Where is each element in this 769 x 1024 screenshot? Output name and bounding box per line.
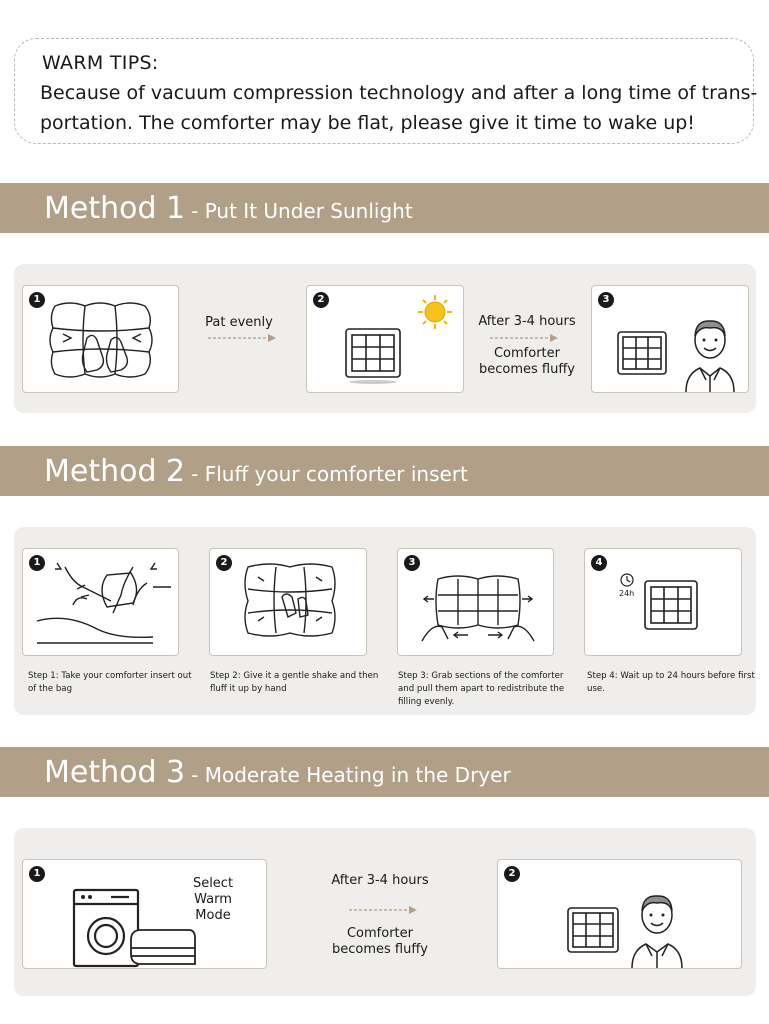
method-2-step-2-card [209, 548, 367, 656]
method-3-banner [0, 747, 769, 797]
step-number: 2 [313, 292, 329, 308]
folded-blanket-icon [127, 926, 197, 968]
step-text-line: use. [587, 684, 605, 694]
warm-tips-line-2: portation. The comforter may be flat, please give it time to wake up! [40, 112, 695, 134]
method-2-subtitle: - Fluff your comforter insert [191, 462, 468, 486]
method-1-heading [44, 191, 413, 226]
step-text-line: Step 1: Take your comforter insert out [28, 671, 192, 681]
arrow-icon [208, 333, 276, 343]
step-text-line: and pull them apart to redistribute the [398, 684, 565, 694]
step-text-line: fluff it up by hand [210, 684, 287, 694]
clock-label: 24h [619, 589, 635, 598]
sun-icon [417, 294, 453, 330]
select-label: Select [192, 876, 234, 891]
method-1-title: Method 1 [44, 191, 186, 226]
method-1-step-1-card [22, 285, 179, 393]
method-3-step-2-card [497, 859, 742, 969]
step-number: 1 [29, 555, 45, 571]
method-2-banner [0, 446, 769, 496]
pulling-comforter-icon [418, 569, 538, 649]
fluffing-comforter-icon [240, 559, 340, 645]
method-2-title: Method 2 [44, 454, 186, 489]
method-3-step-1-card [22, 859, 267, 969]
method-2-step-2-text [210, 670, 385, 696]
step-text-line: filling evenly. [398, 697, 455, 707]
step-number: 3 [404, 555, 420, 571]
unpacking-hands-icon [37, 559, 171, 649]
comforter-icon [616, 330, 668, 378]
method-2-step-4-text [587, 670, 757, 696]
person-icon [678, 312, 742, 392]
comforter-icon [566, 906, 620, 956]
comforter-icon [343, 326, 403, 384]
step-text-line: of the bag [28, 684, 73, 694]
clock-icon [620, 573, 634, 587]
method-2-step-3-text [398, 670, 573, 709]
warm-tips-title: WARM TIPS: [42, 52, 159, 74]
becomes-fluffy-label: becomes fluffy [479, 362, 575, 377]
step-number: 1 [29, 866, 45, 882]
step-text-line: Step 2: Give it a gentle shake and then [210, 671, 379, 681]
method-3-subtitle: - Moderate Heating in the Dryer [191, 763, 511, 787]
warm-tips-line-1: Because of vacuum compression technology and after a long time of trans- [40, 82, 758, 104]
pat-evenly-label: Pat evenly [205, 315, 273, 330]
method-2-step-3-card [397, 548, 554, 656]
step-number: 1 [29, 292, 45, 308]
step-number: 4 [591, 555, 607, 571]
warm-label: Warm [194, 892, 232, 907]
step-text-line: Step 4: Wait up to 24 hours before first [587, 671, 755, 681]
person-icon [624, 886, 690, 968]
method-3-heading [44, 755, 511, 790]
step-number: 3 [598, 292, 614, 308]
comforter-hands-icon [45, 294, 165, 386]
method-2-step-1-text [28, 670, 198, 696]
arrow-icon [490, 333, 558, 343]
method-1-subtitle: - Put It Under Sunlight [191, 199, 413, 223]
comforter-label: Comforter [346, 926, 413, 941]
method-1-step-2-card [306, 285, 464, 393]
becomes-fluffy-label: becomes fluffy [332, 942, 428, 957]
step-text-line: Step 3: Grab sections of the comforter [398, 671, 564, 681]
after-hours-label: After 3-4 hours [331, 873, 429, 888]
method-3-title: Method 3 [44, 755, 186, 790]
comforter-label: Comforter [493, 346, 560, 361]
step-number: 2 [504, 866, 520, 882]
method-2-step-4-card [584, 548, 742, 656]
method-2-heading [44, 454, 468, 489]
mode-label: Mode [195, 908, 231, 923]
method-2-step-1-card [22, 548, 179, 656]
comforter-icon [643, 579, 699, 633]
method-1-step-3-card [591, 285, 749, 393]
arrow-icon [349, 905, 417, 915]
after-hours-label: After 3-4 hours [478, 314, 576, 329]
method-1-banner [0, 183, 769, 233]
step-number: 2 [216, 555, 232, 571]
